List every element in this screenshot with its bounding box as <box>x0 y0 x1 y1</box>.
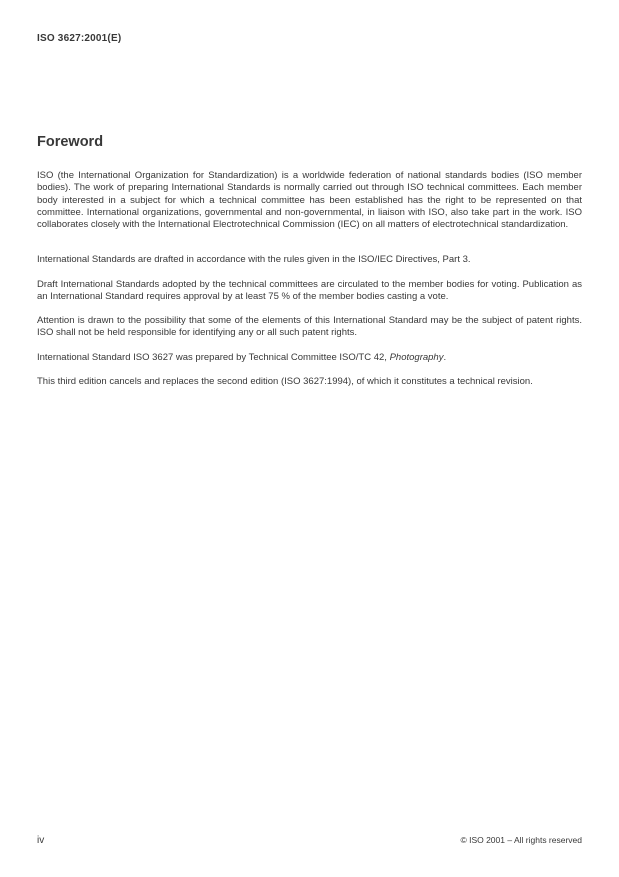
foreword-paragraph-patent-rights: Attention is drawn to the possibility that some of the elements of this International Standard may be the subject of patent rights. ISO shall not be held responsible for identifying any or all such patent rights. <box>37 315 582 339</box>
doc-number: ISO 3627:2001(E) <box>37 33 122 44</box>
page-footer <box>37 835 582 846</box>
committee-name-italic: Photography <box>389 352 444 363</box>
page-number: iv <box>37 835 45 846</box>
foreword-paragraph-committee <box>37 352 582 364</box>
foreword-paragraph-edition: This third edition cancels and replaces the second edition (ISO 3627:1994), of which it constitutes a technical revision. <box>37 376 533 387</box>
committee-text-prefix: International Standard ISO 3627 was prepared by Technical Committee ISO/TC 42, <box>37 352 390 363</box>
foreword-paragraph-voting: Draft International Standards adopted by the technical committees are circulated to the member bodies for voting. Publication as an International Standard requires approval by at least 75 % of the member bodies casting a vote. <box>37 279 582 303</box>
foreword-title: Foreword <box>37 134 104 150</box>
foreword-paragraph-directives: International Standards are drafted in accordance with the rules given in the ISO/IEC Directives, Part 3. <box>37 254 471 265</box>
copyright-notice: © ISO 2001 – All rights reserved <box>460 835 582 845</box>
foreword-paragraph-iso-federation: ISO (the International Organization for Standardization) is a worldwide federation of national standards bodies (ISO member bodies). The work of preparing International Standards is normally carried out through ISO technical committees. Each member body interested in a subject for which a technical committee has been established has the right to be represented on that committee. International organizations, governmental and non-governmental, in liaison with ISO, also take part in the work. ISO collaborates closely with the International Electrotechnical Commission (IEC) on all matters of electrotechnical standardization. <box>37 170 582 231</box>
document-header <box>37 33 121 44</box>
committee-text-suffix: . <box>443 352 447 363</box>
